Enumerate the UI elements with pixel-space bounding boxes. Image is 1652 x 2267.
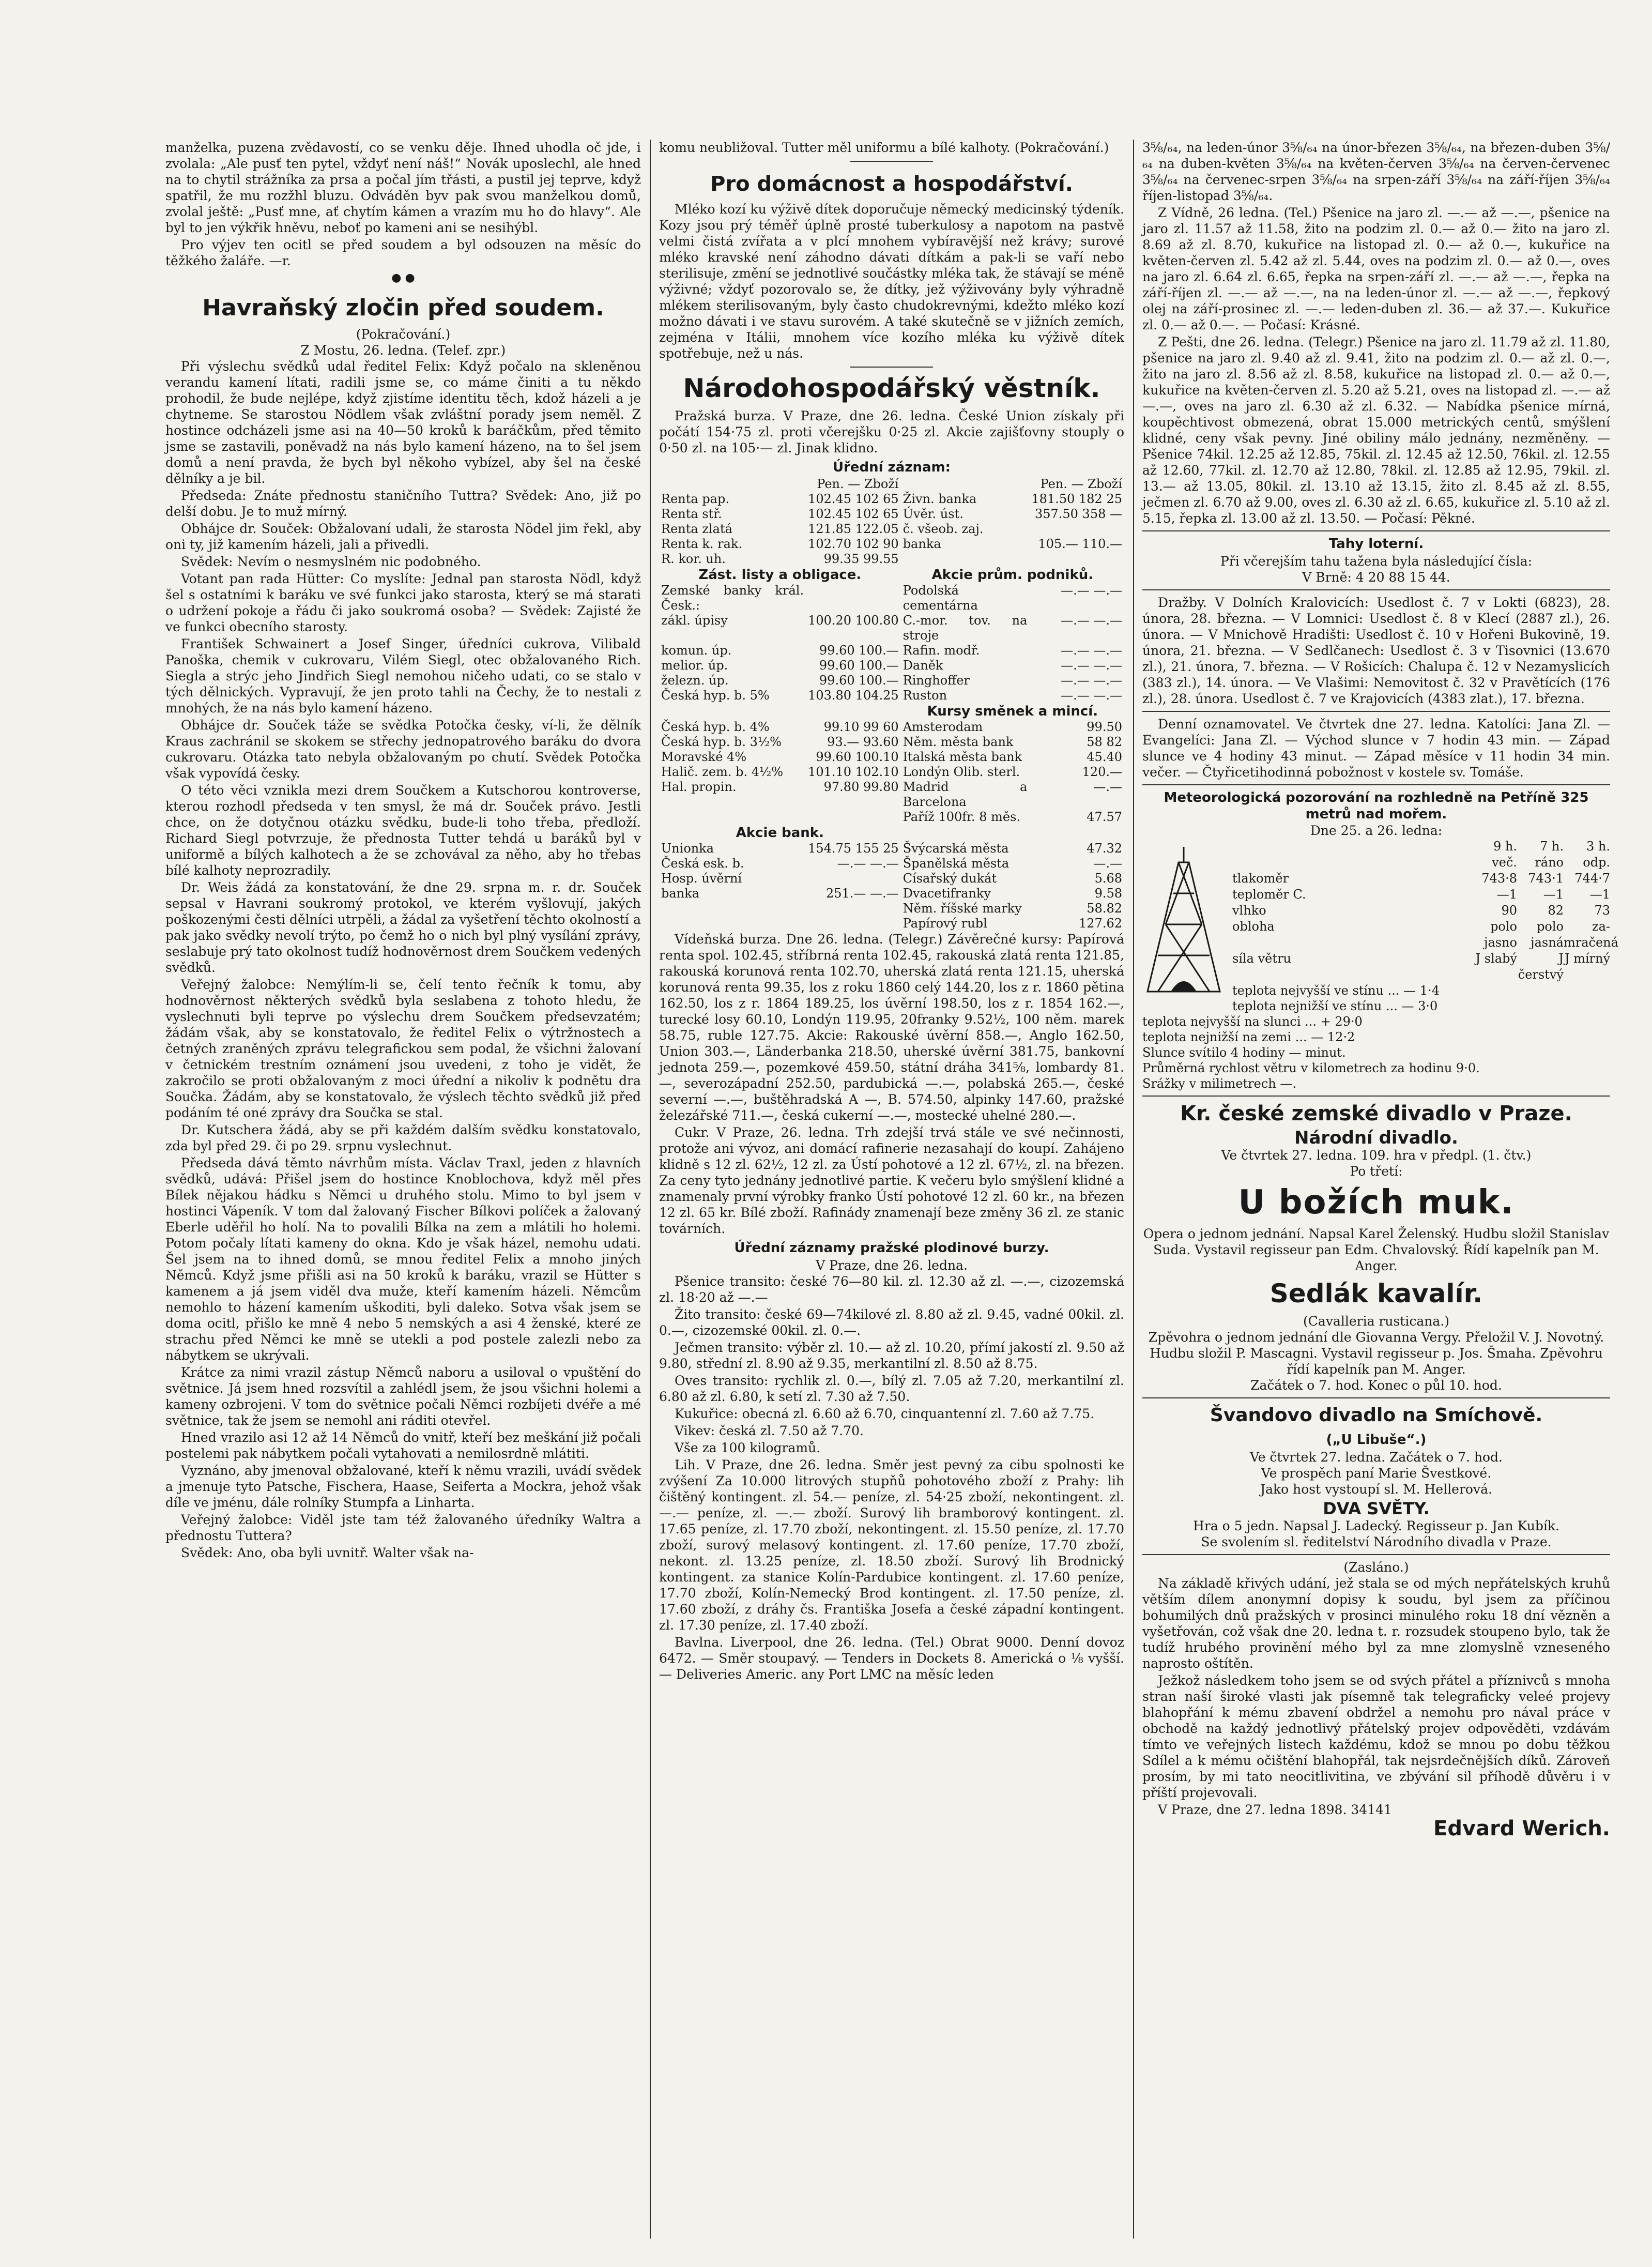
table-cell: banka — [903, 537, 941, 551]
table-cell: 127.62 — [1079, 916, 1122, 931]
paragraph: Ježkož následkem toho jsem se od svých přátel a příznivců s mnoha stran naší široké vlasti jak písemně tak telegraficky veleé projevy blahopřání k mému zbavení obdržel a nemohu pro nával práce v obchodě na každý jednotlivý přátelský projev odpověděti, vzdávám tímto ve veřejných listech každému, kdož se mnou po dobu těžkou Sdílel a k mému očištění blahopřál, tak nejsrdečnějších díků. Zároveň prosím, by mi tato neocitlivitina, ve zbývání sil příhodě důvěru i v příští projevovali. — [1142, 1673, 1610, 1800]
paragraph: Předseda: Znáte přednostu staničního Tuttra? Svědek: Ano, již po delší dobu. Je to muž mírný. — [165, 488, 641, 519]
table-cell — [806, 901, 901, 916]
table-cell: 251.— —.— — [825, 886, 899, 901]
weather-row — [1232, 951, 1610, 983]
paragraph: Bavlna. Liverpool, dne 26. ledna. (Tel.) Obrat 9000. Denní dovoz 6472. — Směr stoupavý. — Tenders in Dockets 8. Americká o ⅛ vyšší. — Deliveries Americ. any Port LMC na měsíc leden — [659, 1635, 1124, 1682]
newspaper-page — [165, 140, 1618, 2239]
table-cell: 9.58 — [1094, 886, 1122, 901]
table-cell: 99.10 99 60 — [823, 720, 899, 734]
divider — [1142, 1554, 1610, 1555]
paragraph: Veřejný žalobce: Nemýlím-li se, čelí tento řečník k tomu, aby hodnověrnost některých svědků byla seslabena z tohoto hledu, že vyslechnuti byli teprve po výslechu drem Součkem předsevzatém; žádám však, aby se konstatovalo, že ředitel Felix o výtržnostech a četných zraněných zprávu telegrafickou sem podal, že všichni žalovaní v četnickém trestním oznámení jsou uvedeni, z toho je vidět, že zakročilo se proti obžalovaným z moci úřední a nikoliv k podnětu dra Součka. Žádám, aby se konstatovalo, že výslech těchto svědků již před podáním té oné zprávy dra Součka se stal. — [165, 977, 641, 1120]
table-cell: —.— —.— — [1061, 643, 1122, 658]
table-cell: 120.— — [1082, 765, 1122, 779]
table-cell: —.— —.— — [1061, 658, 1122, 673]
play-title: U božích muk. — [1238, 1183, 1515, 1222]
table-cell: Hosp. úvěrní — [661, 871, 742, 886]
table-cell: Něm. říšské marky — [903, 901, 1022, 916]
paragraph: Svědek: Ano, oba byli uvnitř. Walter však na- — [181, 1545, 474, 1560]
table-cell: 181.50 182 25 — [1031, 492, 1122, 506]
weather-line: Srážky v milimetrech —. — [1142, 1076, 1297, 1091]
table-row — [659, 916, 1124, 931]
paragraph: Z Vídně, 26 ledna. (Tel.) Pšenice na jaro zl. —.— až —.—, pšenice na jaro zl. 11.57 až 11.58, žito na podzim zl. 0.— až 0.— žito na jaro zl. 8.69 až zl. 8.70, kukuřice na listopad zl. 0.— až 0.—, kukuřice na květen-červen zl. 5.42 až zl. 5.44, oves na podzim zl. 0.— až 0.—, oves na jaro zl. 6.64 zl. 6.65, řepka na srpen-září zl. —.— až —.—, řepka na září-říjen zl. —.— až —.—, na na leden-únor zl. —.— až —.—, řepkový olej na září-prosinec zl. —.— leden-duben zl. 36.— až 37.—. Kukuřice zl. 0.— až 0.—. — Počasí: Krásné. — [1142, 205, 1610, 332]
weather-line: Slunce svítilo 4 hodiny — minut. — [1142, 1045, 1346, 1060]
table-cell: Živn. banka — [903, 492, 977, 506]
paragraph: Veřejný žalobce: Viděl jste tam též žalovaného úředníky Waltra a přednostu Tuttera? — [165, 1512, 641, 1543]
table-cell: 744·7 — [1574, 871, 1610, 886]
table-row — [659, 552, 1124, 567]
table-cell: 121.85 122.05 — [808, 522, 899, 536]
table-cell: 3 h. odp. — [1583, 839, 1610, 870]
paragraph: František Schwainert a Josef Singer, úředníci cukrova, Vilibald Panoška, chemik v cukrovaru, Vilém Siegl, otec obžalovaného Rich. Siegla a strýc jeho Jindřich Siegl nemohou ničeho udati, co se stalo v tých dělnických. Vypravují, že jen proto tahli na Čechy, že to nestali z mnohých, že na nás bylo kamení házeno. — [165, 636, 641, 716]
section-label: (Zasláno.) — [1343, 1560, 1409, 1575]
table-cell: 9 h. več. — [1492, 839, 1517, 870]
table-cell: 102.70 102 90 — [808, 537, 899, 551]
table-cell — [659, 916, 806, 931]
table-cell: 99.60 100.— — [819, 658, 899, 673]
table-cell: Česká hyp. b. 4% — [661, 720, 770, 734]
table-cell: Dvacetifranky — [903, 886, 991, 901]
table-cell: 93.— 93.60 — [827, 735, 899, 749]
table-subhead: Kursy směnek a mincí. — [927, 704, 1098, 719]
table-cell: železn. úp. — [661, 673, 729, 688]
column-rule — [650, 140, 651, 2239]
table-cell: Pen. — Zboží — [817, 477, 899, 491]
table-cell: tlakoměr — [1232, 871, 1289, 886]
paragraph: Žito transito: české 69—74kilové zl. 8.80 až zl. 9.45, vadné 00kil. zl. 0.—, cizozemské 00kil. zl. 0.—. — [659, 1307, 1124, 1338]
section-headline: Tahy loterní. — [1328, 536, 1424, 552]
paragraph: Předseda dává těmto návrhům místa. Václav Traxl, jeden z hlavních svědků, udává: Přišel jsem do hostince Knoblochova, když měl přes Bílek nějakou hádku s Němci u druhého stolu. Mimo to byl jsem v hostinci Vápeník. V tom dal žalovaný Fischer Bílkovi políček a žalovaný Eberle uděřil ho holí. Na to povalili Bílka na zem a mlátili ho holemi. Potom počaly lítati kameny do okna. Kdo je však házel, nemohu udati. Šel jsem na to ihned domů, se mnou ředitel Felix a mnoho jiných Němců. Když jsme přišli asi na 50 kroků k baráku, vrazil se Hütter s kamenem a já jsem viděl dva muže, kteří kamením házeli. Němcům nemohlo to házení kamením uškoditi, byli daleko. Sotva však jsem se doma ocitl, přišlo ke mně 4 nebo 5 nemských a asi 4 ženské, které ze strachu před Němci ke mně se utekli a pod postele zalezli nebo za nábytkem se ukrývali. — [165, 1155, 641, 1363]
section-headline: Úřední záznamy pražské plodinové burzy. — [734, 1240, 1049, 1256]
divider — [850, 161, 933, 162]
table-title: Úřední záznam: — [832, 460, 951, 475]
table-cell: —.— —.— — [1061, 688, 1122, 703]
table-cell: 58.82 — [1087, 901, 1122, 916]
table-cell: 103.80 104.25 — [808, 688, 899, 703]
table-cell: 97.80 99.80 — [823, 780, 899, 794]
table-cell: Něm. města bank — [903, 735, 1014, 749]
divider: ● ● — [391, 271, 415, 284]
table-cell: Úvěr. úst. — [903, 507, 963, 521]
table-cell — [659, 477, 806, 492]
table-cell: J mírný — [1564, 951, 1610, 966]
table-cell: 101.10 102.10 — [808, 765, 899, 779]
table-row — [659, 720, 1124, 735]
table-cell — [1029, 552, 1124, 567]
table-cell: mračená — [1564, 935, 1618, 950]
paragraph: Z Pešti, dne 26. ledna. (Telegr.) Pšenice na jaro zl. 11.79 až zl. 11.80, pšenice na jaro zl. 9.40 až zl. 9.41, žito na podzim zl. 0.— až zl. 0.—, žito na jaro zl. 8.56 až zl. 8.58, kukuřice na listopad zl. 0.— až 0.—, kukuřice na květen-červen zl. 5.20 až 5.21, oves na listopad zl. —.— až —.—, oves na jaro zl. 6.30 až zl. 6.32. — Nabídka pšenice mírná, koupěchtivost obmezená, obrat 15.000 metrických centů, smýšlení klidné, ceny však pevny. Jiné obiliny málo jednány, nezměněny. — Pšenice 74kil. 12.25 až 12.85, 75kil. zl. 12.45 až 12.50, 76kil. zl. 12.55 až 12.60, 77kil. zl. 12.70 až 12.80, 78kil. zl. 12.85 až 12.95, 79kil. zl. 13.— až 13.05, 80kil. zl. 13.10 až 13.15, žito zl. 8.45 až zl. 8.55, ječmen zl. 6.70 až 9.00, oves zl. 6.30 až zl. 6.65, kukuřice zl. 5.10 až zl. 5.15, řepka zl. 13.00 až zl. 13.50. — Počasí: Pěkné. — [1142, 334, 1610, 526]
table-cell: —1 — [1496, 887, 1517, 902]
play-description: Opera o jednom jednání. Napsal Karel Želenský. Hudbu složil Stanislav Suda. Vystavil regisseur pan Edm. Chvalovský. Řídí kapelník pan M. Anger. — [1143, 1226, 1610, 1273]
paragraph: Cukr. V Praze, 26. ledna. Trh zdejší trvá stále ve své nečinnosti, protože ani vývoz, ani domácí rafinerie nezasahají do koupí. Zahájeno klidně s 12 zl. 62½, 12 zl. za Ústí pohotové a 12 zl. 67½, zl. na březen. Za ceny tyto jednány jednotlivé partie. K večeru bylo smýšlení klidné a znamenaly první výrobky franko Ústí pohotové 12 zl. 60 kr., na březen 12 zl. 65 kr. Bílé zboží. Rafinády znamenají beze změny 36 zl. ze stanic továrních. — [659, 1125, 1124, 1236]
table-cell: 99.35 99.55 — [823, 552, 899, 566]
table-cell: Amsterodam — [903, 720, 983, 734]
table-row — [659, 750, 1124, 765]
table-cell: 5.68 — [1094, 871, 1122, 886]
table-cell: Rafin. modř. — [903, 643, 980, 658]
theatre-title: Švandovo divadlo na Smíchově. — [1210, 1405, 1543, 1426]
column-1 — [165, 140, 641, 2239]
table-cell: Italská města bank — [903, 750, 1022, 764]
table-cell: Renta k. rak. — [661, 537, 743, 551]
table-cell: Pen. — Zboží — [1040, 477, 1122, 491]
paragraph: Dražby. V Dolních Kralovicích: Usedlost č. 7 v Lokti (6823), 28. února, 28. března. — V Lomnici: Usedlost č. 8 v Klecí (2887 zl.), 26. února. — V Mnichově Hradišti: Usedlost č. 10 v Hořeni Bukovině, 19. února, 21. března. — V Sedlčanech: Usedlost č. 3 v Tisovnici (13.670 zl.), 21. února, 7. března. — V Rošicích: Chalupa č. 12 v Nezamyslicích (383 zl.), 14. února. — Ve Vlašimi: Nemovitost č. 32 v Pravětících (176 zl.), 28. února. Usedlost č. 7 ve Krajovicích (4383 zlat.), 17. března. — [1142, 595, 1610, 706]
paragraph: Vikev: česká zl. 7.50 až 7.70. — [675, 1423, 864, 1438]
table-row — [659, 658, 1124, 673]
table-cell: 102.45 102 65 — [808, 507, 899, 521]
table-cell: za- — [1592, 919, 1610, 934]
table-cell: J čerstvý — [1518, 951, 1564, 982]
table-cell: banka — [661, 886, 699, 901]
table-cell — [806, 810, 901, 825]
paragraph: Oves transito: rychlik zl. 0.—, bílý zl. 7.05 až 7.20, merkantilní zl. 6.80 až zl. 6.80, k setí zl. 7.30 až 7.50. — [659, 1373, 1124, 1404]
table-cell: vlhko — [1232, 903, 1266, 918]
table-row — [659, 507, 1124, 522]
table-cell: jasná — [1531, 935, 1564, 950]
weather-line: teplota nejvyšší na slunci ... + 29·0 — [1142, 1014, 1363, 1029]
divider — [1142, 1096, 1610, 1097]
table-cell: Papírový rubl — [903, 916, 987, 931]
weather-line: Průměrná rychlost větru v kilometrech za hodinu 9·0. — [1142, 1061, 1480, 1075]
stock-table — [659, 477, 1124, 931]
table-row — [659, 765, 1124, 780]
table-cell: Ruston — [903, 688, 947, 703]
weather-extra — [1142, 983, 1610, 1091]
play-title: Sedlák kavalír. — [1269, 1279, 1483, 1309]
table-cell: Unionka — [661, 841, 714, 856]
paragraph: Vyznáno, aby jmenoval obžalované, kteří k němu vrazili, uvádí svědek a jmenuje tyto Patsche, Fischera, Haase, Seiferta a Mockra, jehož však díle ve jménu, dále rolníky Stumpfa a Linharta. — [165, 1463, 641, 1510]
paragraph: Krátce za nimi vrazil zástup Němců naboru a usiloval o vpuštění do světnice. Já jsem hned rozsvítil a zahlédl jsem, že jsou všichni holemi a kameny ozbrojeni. V tom do světnice počali Němci rozbíjeti dvéře a mé světnice, tak že jsem se nemohl ani ráditi otevřel. — [165, 1365, 641, 1428]
column-2 — [659, 140, 1124, 2239]
dateline: Z Mostu, 26. ledna. (Telef. zpr.) — [300, 343, 506, 358]
table-row — [659, 810, 1124, 825]
table-cell: 47.32 — [1087, 841, 1122, 856]
table-cell: 90 — [1501, 903, 1517, 918]
table-cell: 743·1 — [1528, 871, 1564, 886]
table-cell: Renta pap. — [661, 492, 729, 506]
table-row — [659, 901, 1124, 916]
table-row — [659, 871, 1124, 886]
table-cell — [1232, 935, 1471, 951]
table-row — [659, 841, 1124, 856]
table-cell: 105.— 110.— — [1038, 537, 1122, 551]
divider — [1142, 784, 1610, 785]
table-row — [659, 780, 1124, 810]
table-row — [659, 688, 1124, 703]
paragraph: Kukuřice: obecná zl. 6.60 až 6.70, cinquantenní zl. 7.60 až 7.75. — [675, 1406, 1095, 1421]
table-cell — [659, 901, 806, 916]
paragraph: Hned vrazilo asi 12 až 14 Němců do vnitř, kteří bez meškání již počali postelemi pak nábytkem počali vytahovati a nemilosrdně mlátiti. — [165, 1430, 641, 1461]
table-cell: 47.57 — [1087, 810, 1122, 824]
table-row — [659, 886, 1124, 901]
weather-row — [1232, 919, 1610, 935]
paragraph: komu neubližoval. Tutter měl uniformu a bílé kalhoty. (Pokračování.) — [659, 140, 1109, 155]
table-cell: polo — [1537, 919, 1564, 934]
performance-note: Ve prospěch paní Marie Švestkové. — [1261, 1466, 1492, 1481]
dateline: V Praze, dne 26. ledna. — [816, 1258, 968, 1273]
table-cell: jasno — [1484, 935, 1517, 950]
paragraph: Votant pan rada Hütter: Co myslíte: Jednal pan starosta Nödl, když šel s ostatními k baráku ve své funkci jako starosta, který se má starati o udržení pokoje a řádu či jako soukromá osoba? — Svědek: Zajisté že ve funkci obecního starosty. — [165, 571, 641, 634]
paragraph: Ječmen transito: výběr zl. 10.— až zl. 10.20, přímí jakostí zl. 9.50 až 9.80, střední zl. 8.90 až 9.35, merkantilní zl. 8.50 až 8.75. — [659, 1340, 1124, 1371]
table-cell: 99.50 — [1087, 720, 1122, 734]
play-description: Hra o 5 jedn. Napsal J. Ladecký. Regisseur p. Jan Kubík. — [1193, 1518, 1559, 1533]
paragraph: Dr. Kutschera žádá, aby se při každém dalším svědku konstatovalo, zda byl před 29. či po 29. srpnu vyslechnut. — [165, 1122, 641, 1153]
table-cell: 7 h. ráno — [1535, 839, 1564, 870]
table-cell: Paříž 100fr. 8 měs. — [903, 810, 1021, 824]
divider — [850, 367, 933, 368]
table-cell: 73 — [1594, 903, 1610, 918]
table-cell: Podolská cementárna — [903, 583, 978, 613]
table-row — [659, 613, 1124, 643]
table-cell: —.— —.— — [1061, 613, 1122, 628]
column-rule — [1133, 140, 1134, 2239]
table-header — [659, 477, 1124, 492]
table-cell: 743·8 — [1481, 871, 1517, 886]
table-cell: Zemské banky král. Česk.: — [661, 583, 804, 613]
paragraph: Lih. V Praze, dne 26. ledna. Směr jest pevný za cibu spolnosti ke zvýšení Za 10.000 litrových stupňů pohotového zboží z Prahy: lih čištěný kontingent. zl. 54.— peníze, zl. 54·25 zboží, nekontingent. zl. —.— peníze, zl. —.— zboží. Surový lih bramborový kontingent. zl. 17.65 peníze, zl. 17.70 zboží, nekontingent. zl. 15.50 peníze, zl. 17.70 zboží, surový melasový kontingent. zl. 17.60 peníze, 17.70 zboží, nekont. zl. 13.25 peníze, zl. 18.50 zboží. Surový lih Brodnický kontingent. za stanice Kolín-Pardubice kontingent. zl. 17.60 peníze, 17.70 zboží, Kolín-Nemecký Brod kontingent. zl. 17.50 peníze, zl. 17.60 zboží, z dráhy čs. Františka Josefa a české západní kontingent. zl. 17.30 peníze, zl. 17.40 zboží. — [659, 1457, 1124, 1633]
table-cell: Halič. zem. b. 4½% — [661, 765, 784, 779]
lottery-numbers: V Brně: 4 20 88 15 44. — [1302, 570, 1450, 585]
table-cell: Renta zlatá — [661, 522, 732, 536]
table-cell: 102.45 102 65 — [808, 492, 899, 506]
table-cell: Londýn Olib. sterl. — [903, 765, 1020, 779]
divider — [1142, 1397, 1610, 1398]
article-headline: Havraňský zločin před soudem. — [202, 295, 604, 321]
play-title: DVA SVĚTY. — [1323, 1499, 1430, 1518]
table-cell: R. kor. uh. — [661, 552, 726, 566]
table-cell: —.— —.— — [1061, 673, 1122, 688]
table-row — [659, 673, 1124, 688]
table-cell: Císařský dukát — [903, 871, 997, 886]
paragraph: Při včerejším tahu tažena byla následující čísla: — [1220, 554, 1533, 569]
article-subtitle: (Pokračování.) — [356, 327, 451, 342]
paragraph: Pražská burza. V Praze, dne 26. ledna. České Union získaly při počátí 154·75 zl. proti včerejšku 0·25 zl. Akcie zajišťovny stouply o 0·50 zl. na 105·— zl. Jinak klidno. — [659, 408, 1124, 455]
table-cell: Švýcarská města — [903, 841, 1009, 856]
table-cell: C.-mor. tov. na stroje — [903, 613, 1028, 643]
table-cell — [806, 871, 901, 886]
table-cell: 99.60 100.— — [819, 643, 899, 658]
table-row — [659, 856, 1124, 871]
signature: Edvard Werich. — [1433, 1817, 1610, 1840]
performance-note: Jako host vystoupí sl. M. Hellerová. — [1260, 1482, 1492, 1497]
paragraph: Pšenice transito: české 76—80 kil. zl. 12.30 až zl. —.—, cizozemská zl. 18·20 až —.— — [659, 1274, 1124, 1305]
theatre-title: Kr. české zemské divadlo v Praze. — [1180, 1102, 1572, 1125]
table-cell — [901, 477, 1030, 492]
paragraph: Mléko kozí ku výživě dítek doporučuje německý medicinský týdeník. Kozy jsou prý téměř úplně prosté tuberkulosy a napotom na pastvě velmi čistá zvířata a v plcí mnohem vybíravější než krávy; surové mléko kravské není záhodno dávati dítkám a pak-li se vaří nebo sterilisuje, změní se jednotlivé součástky mléka tak, že stávají se méně výživné; vždyť pozorovalo se, že dítky, jež výživovány byly výhradně mlékem sterilisovaným, byly často chudokrevnými, kdežto mléko kozí možno dávati i ve stavu surovém. A také skutečně se v jižních zemích, zejména v Itálii, mnohem více kozího mléka ku výživě dítek spotřebuje, než u nás. — [659, 202, 1124, 361]
table-cell: 99.60 100.— — [819, 673, 899, 688]
table-cell — [1029, 522, 1124, 537]
play-description: Zpěvohra o jednom jednání dle Giovanna Vergy. Přeložil V. J. Novotný. Hudbu složil P. Mascagni. Vystavil regisseur p. Jos. Šmaha. Zpěvohru řídí kapelník pan M. Anger. — [1148, 1330, 1604, 1377]
divider — [1142, 589, 1610, 590]
section-headline: Národohospodářský věstník. — [683, 373, 1100, 403]
table-cell: teploměr C. — [1232, 887, 1306, 902]
table-cell: komun. úp. — [661, 643, 732, 658]
table-cell: 100.20 100.80 — [808, 613, 899, 628]
paragraph: Obhájce dr. Souček táže se svědka Potočka česky, ví-li, že dělník Kraus zachránil se skokem se střechy jednopatrového baráku do dvora cukrovaru. Otázka tato nebyla obžalovaným po chutí. Svědek Potočka však vypovídá česky. — [165, 718, 641, 781]
table-cell: Česká hyp. b. 3½% — [661, 735, 782, 749]
performance-date: Ve čtvrtek 27. ledna. 109. hra v předpl. (1. čtv.) — [1221, 1148, 1532, 1163]
performance-times: Začátek o 7. hod. Konec o půl 10. hod. — [1250, 1378, 1502, 1393]
table-cell — [806, 916, 901, 931]
weather-line: teplota nejnižší na zemi ... — 12·2 — [1142, 1030, 1355, 1044]
divider — [1142, 711, 1610, 712]
table-cell: 58 82 — [1087, 735, 1122, 749]
weather-date: Dne 25. a 26. ledna: — [1310, 823, 1443, 838]
weather-row — [1232, 871, 1610, 887]
petrin-tower-icon — [1142, 842, 1225, 997]
performance-note: Po třetí: — [1350, 1164, 1403, 1179]
table-cell: síla větru — [1232, 951, 1291, 966]
table-cell: —.— —.— — [837, 856, 899, 871]
table-row — [659, 735, 1124, 750]
weather-row — [1232, 903, 1610, 919]
paragraph: Pro výjev ten ocitl se před soudem a byl odsouzen na měsíc do těžkého žaláře. —r. — [165, 237, 641, 268]
table-cell — [901, 552, 1030, 567]
paragraph: Svědek: Nevím o nesmyslném nic podobného. — [181, 554, 481, 569]
table-cell: 99.60 100.10 — [816, 750, 899, 764]
paragraph: Dr. Weis žádá za konstatování, že dne 29. srpna m. r. dr. Souček sepsal v Havrani soukromý protokol, ve kterém vyšlovují, jakých poškozenými česti dělníci utrpěli, a žádal za vyšetření těchto okolností a pak jako svědky nevolí trýto, po čemž ho o nich byl plný vysílání zprávy, seslabuje prý tato okolnost tudíž hodnověrnost drem Součkem vedených svědků. — [165, 880, 641, 975]
table-subhead: Zást. listy a obligace. — [698, 567, 862, 583]
table-cell: —1 — [1589, 887, 1610, 902]
table-row — [659, 522, 1124, 537]
paragraph: Při výslechu svědků udal ředitel Felix: Když počalo na skleněnou verandu kamení lítati, radili jsme se, co máme činiti a tu někdo prohodil, že bude nejlépe, když zjistíme identitu těch, kdož házeli a je chytneme. Se starostou Nödlem však zvláštní porady jsem neměl. Z hostince odcházeli jsme asi na 40—50 kroků k baráčkům, před těmito jsme se zastavili, poněvadž na nás bylo kamení házeno, na to šel jsem domů a není pravda, že bych byl někoho vybízel, aby šel na české dělníky a je bil. — [165, 359, 641, 486]
theatre-subtitle: („U Libuše“.) — [1326, 1432, 1427, 1448]
table-cell: Renta stř. — [661, 507, 722, 521]
table-cell: melior. úp. — [661, 658, 728, 673]
table-cell: Česká hyp. b. 5% — [661, 688, 770, 703]
weather-row — [1232, 935, 1618, 951]
divider — [1142, 530, 1610, 531]
table-cell: č. všeob. zaj. — [903, 522, 984, 536]
table-subhead: Akcie bank. — [736, 825, 824, 841]
table-cell: —.— —.— — [1061, 583, 1122, 598]
table-cell: Hal. propin. — [661, 780, 737, 794]
weather-row — [1232, 887, 1610, 903]
table-row — [659, 583, 1124, 613]
section-headline: Pro domácnost a hospodářství. — [710, 172, 1073, 196]
table-cell: —1 — [1543, 887, 1564, 902]
table-cell: 82 — [1548, 903, 1564, 918]
paragraph: Na základě křivých udání, jež stala se od mých nepřátelských kruhů větším dílem anonymní dopisy k soudu, byl jsem za příčinou bohumilých dnů pražských v prosinci minulého roku 18 dní vězněn a vyšetřován, což však dne 20. ledna t. r. rozsudek stoupeno bylo, tak že tudíž hrubého provinění mého byl za mne zlomyslně vzneseného naprosto oštítěn. — [1142, 1576, 1610, 1671]
paragraph: V Praze, dne 27. ledna 1898. 34141 — [1158, 1802, 1392, 1817]
table-cell: zákl. úpisy — [661, 613, 728, 628]
table-row — [659, 537, 1124, 552]
table-cell: Moravské 4% — [661, 750, 747, 764]
table-cell: Madrid a Barcelona — [903, 780, 1028, 809]
table-cell: polo — [1490, 919, 1517, 934]
weather-line: teplota nejvyšší ve stínu ... — 1·4 — [1232, 983, 1440, 998]
column-3 — [1142, 140, 1618, 2239]
paragraph: manželka, puzena zvědavostí, co se venku děje. Ihned uhodla oč jde, i zvolala: „Ale pusť ten pytel, vždyť není náš!“ Novák uposlechl, ale hned na to chytil strážníka za prsa a počal jím třásti, a pustil jej teprve, když spatřil, že mu rozžhl bluzu. Odváděn byv pak svou manželkou domů, zvolal ještě: „Pusť mne, ať chytím kámen a vrazím mu ho do hlavy“. Ale byl to jen výkřik hněvu, neboť po kameni ani se nesihýbl. — [165, 140, 641, 235]
table-cell: Daněk — [903, 658, 943, 673]
paragraph: Obhájce dr. Souček: Obžalovaní udali, že starosta Nödel jim řekl, aby oni ty, již kamením házeli, jali a přivedli. — [165, 521, 641, 552]
table-cell: 357.50 358 — — [1034, 507, 1122, 521]
paragraph: O této věci vznikla mezi drem Součkem a Kutschorou kontroverse, kterou rozhodl předseda v ten smysl, že má dr. Souček právo. Jestli chce, on že dotyčnou otázku svědku, bude-li toho třeba, předloží. Richard Siegl potvrzuje, že přednosta Tutter tehdá u baráků byl v uniformě a bílých kalhotech a že se zchovával za něho, aby ho třebas bílé kalhoty neprozradily. — [165, 783, 641, 878]
paragraph: Vše za 100 kilogramů. — [675, 1440, 821, 1455]
paragraph: Vídeňská burza. Dne 26. ledna. (Telegr.) Závěrečné kursy: Papírová renta spol. 102.45, stříbrná renta 102.45, rakouská zlatá renta 121.85, rakouská korunová renta 102.70, uherská zlatá renta 121.15, uherská korunová renta 99.35, los z roku 1860 celý 144.20, los z r. 1860 pětina 162.50, los z r. 1864 189.25, los úvěrní 198.50, los z r. 1854 162.—, turecké losy 60.10, Londýn 119.95, 20franky 9.52½, 100 něm. marek 58.75, ruble 127.75. Akcie: Rakouské úvěrní 858.—, Anglo 162.50, Union 303.—, Länderbanka 218.50, uherské úvěrní 381.75, bankovní jednota 259.—, pozemkové 459.50, státní dráha 341⅝, lombardy 81.—, severozápadní 252.50, pardubická —.—, polabská 265.—, české severní —.—, buštěhradská A —, B. 574.50, alpinky 147.60, pražské železářské 711.—, česká cukerní —.—, mostecké uhelné 280.—. — [659, 932, 1124, 1123]
table-cell: obloha — [1232, 919, 1275, 934]
table-subhead: Akcie prům. podniků. — [931, 567, 1094, 583]
paragraph: 3⅝/₆₄, na leden-únor 3⅝/₆₄ na únor-březen 3⅝/₆₄, na březen-duben 3⅝/₆₄ na duben-květen 3⅝/₆₄ na květen-červen 3⅝/₆₄ na červen-červenec 3⅝/₆₄ na červenec-srpen 3⅝/₆₄ na srpen-září 3⅝/₆₄ na září-říjen 3⅝/₆₄ říjen-listopad 3⅝/₆₄. — [1142, 140, 1610, 203]
theatre-subtitle: Národní divadlo. — [1294, 1128, 1458, 1148]
table-cell: Španělská města — [903, 856, 1009, 871]
performance-date: Ve čtvrtek 27. ledna. Začátek o 7. hod. — [1250, 1450, 1503, 1465]
table-cell: —.— — [1093, 856, 1122, 871]
play-description: Se svolením sl. ředitelství Národního divadla v Praze. — [1201, 1534, 1552, 1549]
table-cell: 45.40 — [1087, 750, 1122, 764]
table-cell: 154.75 155 25 — [808, 841, 899, 856]
play-subtitle: (Cavalleria rusticana.) — [1303, 1314, 1449, 1329]
table-row — [659, 643, 1124, 658]
table-cell — [806, 583, 901, 613]
weather-header — [1232, 839, 1610, 871]
weather-line: teplota nejnižší ve stínu ... — 3·0 — [1232, 999, 1438, 1013]
table-cell: —.— — [1093, 780, 1122, 794]
weather-title: Meteorologická pozorování na rozhledně na Petříně 325 metrů nad mořem. — [1164, 790, 1589, 822]
table-cell — [659, 810, 806, 825]
table-cell: J slabý — [1475, 951, 1517, 966]
table-cell: Česká esk. b. — [661, 856, 744, 871]
table-cell: Ringhoffer — [903, 673, 970, 688]
table-row — [659, 492, 1124, 507]
paragraph: Denní oznamovatel. Ve čtvrtek dne 27. ledna. Katolíci: Jana Zl. — Evangelíci: Jana Zl. — Východ slunce v 7 hodin 43 min. — Západ slunce ve 4 hodiny 43 minut. — Západ měsíce v 11 hodin 34 min. večer. — Čtyřicetihodinná pobožnost v kostele sv. Tomáše. — [1142, 717, 1610, 780]
